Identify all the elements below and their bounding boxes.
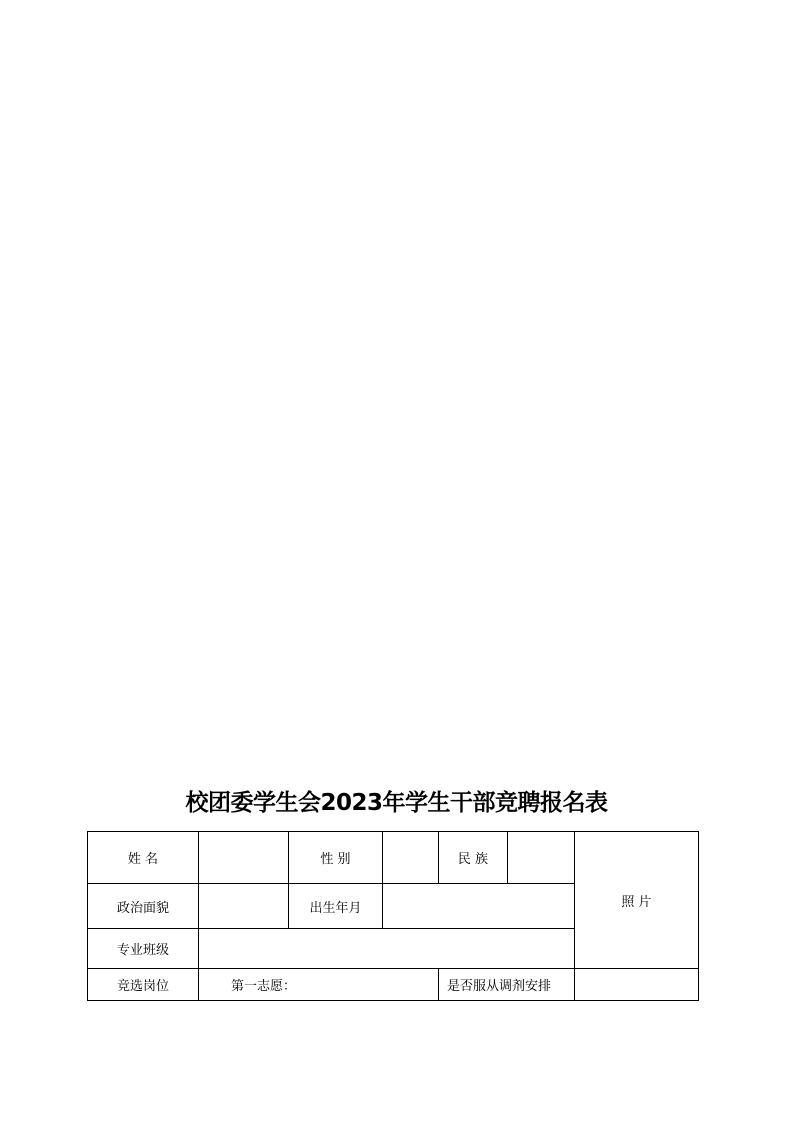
birth-field[interactable] [383, 884, 575, 929]
position-label: 竞选岗位 [88, 969, 199, 1001]
name-field[interactable] [199, 832, 289, 884]
first-choice-field[interactable] [199, 969, 439, 1001]
political-status-label: 政治面貌 [88, 884, 199, 929]
birth-label: 出生年月 [289, 884, 383, 929]
major-class-field[interactable] [199, 929, 575, 969]
ethnicity-field[interactable] [508, 832, 575, 884]
gender-label: 性 别 [289, 832, 383, 884]
political-status-field[interactable] [199, 884, 289, 929]
registration-form-table [87, 831, 699, 1001]
gender-field[interactable] [383, 832, 439, 884]
name-label: 姓 名 [88, 832, 199, 884]
accept-adjustment-label: 是否服从调剂安排 [439, 969, 575, 1001]
major-class-label: 专业班级 [88, 929, 199, 969]
ethnicity-label: 民 族 [439, 832, 508, 884]
first-choice-label: 第一志愿： [231, 979, 297, 994]
accept-adjustment-field[interactable] [575, 969, 699, 1001]
photo-box: 照 片 [575, 832, 699, 969]
page-title: 校团委学生会2023年学生干部竞聘报名表 [185, 790, 608, 816]
